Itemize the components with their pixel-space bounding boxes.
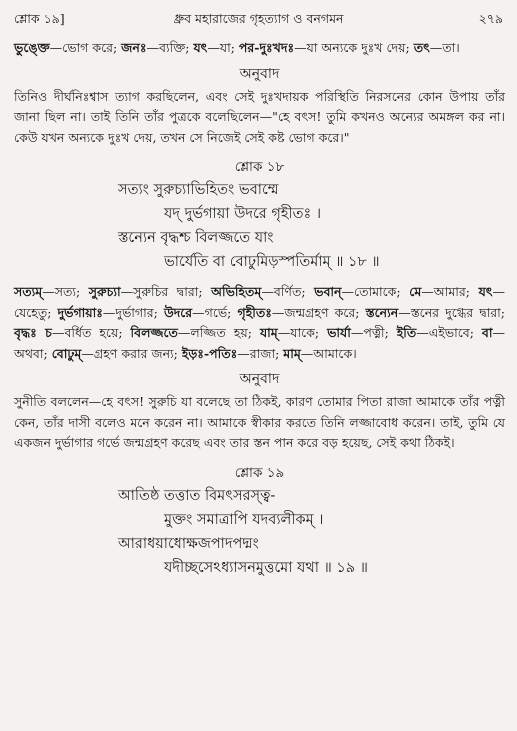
synonym-word: যৎ [478,284,493,299]
verse-line: আতিষ্ঠ তত্তাত বিমৎসরস্ত্ব- [118,487,276,504]
synonym-word: ভবান্ [314,284,342,299]
synonym-word: ইড়ঃ-পতিঃ [181,345,238,361]
synonyms-verse-18 [14,282,505,364]
synonym-meaning: —ব্যক্তি; [146,40,194,55]
synonym-meaning: —স্তনের দুগ্ধের দ্বারা; [398,304,505,320]
header-chapter-title: ধ্রুব মহারাজের গৃহত্যাগ ও বনগমন [173,11,344,26]
page-header [14,9,503,29]
translation-text: সুনীতি বললেন—হে বৎস! সুরুচি যা বলেছে তা ঠিকই, কারণ তোমার পিতা রাজা আমাকে তাঁর পত্নী কেন, তাঁর দাসী বলেও মনে করেন না। আমাকে স্বীকার করতে তিনি লজ্জাবোধ করেন। তাই, তুমি যে একজন দুর্ভাগার গর্ভে জন্মগ্রহণ করেছ এবং তার স্তন পান করে বড় হয়েছ, সেই কথা ঠিকই। [14,394,505,450]
synonym-word: মে [409,284,422,299]
translation-text: তিনিও দীর্ঘনিঃশ্বাস ত্যাগ করছিলেন, এবং সেই দুঃখদায়ক পরিস্থিতি নিরসনের কোন উপায় তাঁর জানা ছিল না। তাই তিনি তাঁর পুত্রকে বলেছিলেন—"হে বৎস! তুমি কখনও অন্যের অমঙ্গল কর না। কেউ যখন অন্যকে দুঃখ দেয়, তখন সে নিজেই সেই কষ্ট ভোগ করে।" [14,88,505,145]
synonym-word: ভুঙ্ক্তে [14,40,50,55]
synonym-word: পর-দুঃখদঃ [238,40,295,55]
synonym-word: গৃহীতঃ [237,304,272,320]
synonyms-top [14,38,505,59]
verse-line: আরাধয়াধোক্ষজপাদপদ্মং [118,535,259,552]
synonym-word: জনঃ [121,40,147,55]
synonym-meaning: —যাকে; [277,325,328,340]
synonym-word: যৎ [193,40,208,55]
synonym-word: দুর্ভগায়াঃ [57,304,103,320]
synonym-word: মাম্ [283,345,301,361]
header-verse-ref: শ্লোক ১৯] [14,11,65,26]
synonym-word: বোঢুম্ [51,345,82,361]
header-page-number: ২৭৯ [478,11,503,26]
synonym-word: তৎ [413,40,430,55]
synonym-meaning: —যেহেতু; [14,284,505,320]
synonym-meaning: —দুর্ভাগার; [102,304,164,320]
synonym-meaning: —বর্ধিত হয়ে; [51,325,131,340]
synonym-word: সুরুচ্যা [88,284,121,299]
synonym-word: বৃদ্ধঃ চ [14,325,52,340]
synonym-meaning: —তা। [429,40,460,55]
verse-line: ভার্যেতি বা বোঢুমিড়স্পতির্মাম্ ॥ ১৮ ॥ [164,254,380,270]
verse-number: শ্লোক ১৮ [234,159,285,175]
synonym-word: বা [481,325,493,340]
synonym-word: উদরে [163,304,193,320]
synonym-meaning: —সত্য; [42,284,89,299]
translation-heading: অনুবাদ [239,65,280,82]
verse-line: সত্যং সুরুচ্যাভিহিতং ভবাম্মে [118,182,279,198]
verse-line: মুক্তং সমাত্রাপি যদব্যলীকম্ । [164,511,324,528]
verse-line: যদীচ্ছসেঽধ্যাসনমুত্তমো যথা ॥ ১৯ ॥ [164,559,369,576]
synonym-meaning: —গ্রহণ করার জন্য; [81,345,182,361]
synonym-meaning: —ভোগ করে; [49,40,122,55]
synonym-meaning: —পত্নী; [350,325,397,340]
synonym-meaning: —আমার; [421,284,479,299]
synonym-meaning: —সুরুচির দ্বারা; [120,284,212,299]
synonym-meaning: —যা; [207,40,239,55]
synonym-meaning: —জন্মগ্রহণ করে; [271,304,366,320]
synonym-meaning: —গর্ভে; [192,304,238,320]
verse-number: শ্লোক ১৯ [234,464,285,481]
synonym-meaning: —অথবা; [14,325,506,361]
synonym-word: স্তন্যেন [365,304,399,320]
verse-line: যদ্ দুর্ভগায়া উদরে গৃহীতঃ । [164,206,322,222]
synonym-meaning: —আমাকে। [300,345,357,361]
synonym-word: ইতি [396,325,417,340]
synonym-meaning: —বর্ণিত; [261,284,315,299]
synonym-word: যাম্ [259,325,278,340]
synonym-meaning: —যা অন্যকে দুঃখ দেয়; [294,40,414,55]
synonym-meaning: —তোমাকে; [341,284,410,299]
page-body [14,38,505,580]
translation-heading: অনুবাদ [239,371,280,387]
synonym-meaning: —এইভাবে; [416,325,482,340]
synonym-meaning: —রাজা; [237,345,284,361]
synonym-word: বিলজ্জতে [130,325,178,340]
verse-line: স্তন্যেন বৃদ্ধশ্চ বিলজ্জতে যাং [118,230,274,246]
synonym-meaning: —লজ্জিত হয়; [177,325,260,340]
synonym-word: সত্যম্ [14,284,43,299]
synonym-word: অভিহিতম্ [211,284,262,299]
synonym-word: ভার্যা [327,325,351,340]
